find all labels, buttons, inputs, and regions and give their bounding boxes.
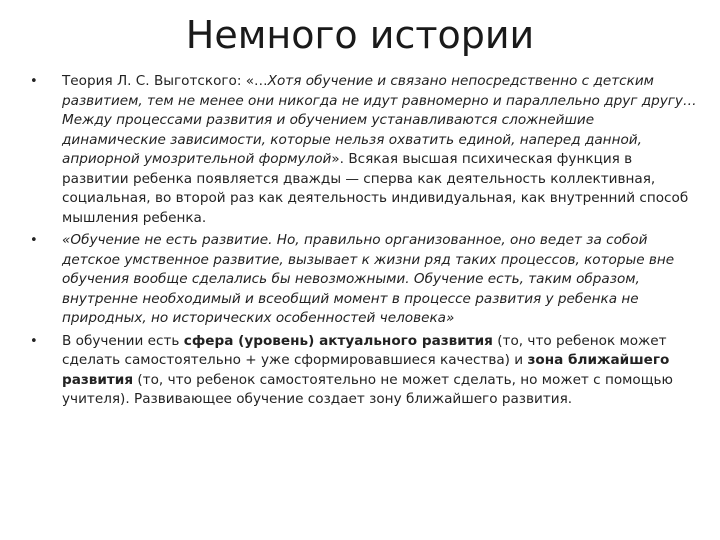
bullet-text	[62, 231, 700, 329]
bullet-text-part-bold: сфера (уровень) актуального развития	[183, 332, 493, 349]
bullet-text-part-bold: зона ближайшего развития	[62, 352, 670, 388]
bullet-text	[62, 72, 700, 228]
bullet-item	[30, 332, 700, 410]
bullet-dot-icon: •	[30, 333, 38, 349]
bullet-text-part: В обучении есть	[62, 332, 184, 349]
bullet-dot-icon: •	[30, 233, 38, 248]
bullet-text-part-italic: Хотя обучение и связано непосредственно с детским развитием, тем не менее они никогда не идут равномерно и параллельно друг другу… Между процессами развития и обучением устанавливаются сложнейшие динамические зависимости, которые нельзя охватить единой, наперед данной, априорной умозрительной формулой	[62, 73, 697, 167]
slide-title: Немного истории	[185, 13, 535, 57]
bullet-text-part: (то, что ребенок самостоятельно не может сделать, но может с помощью учителя). Развивающее обучение создает зону ближайшего развития.	[62, 371, 673, 407]
bullet-text-part: (то, что ребенок может сделать самостоятельно + уже сформировавшиеся качества) и	[62, 332, 667, 368]
bullet-dot-icon: •	[30, 74, 38, 89]
bullet-text	[62, 332, 700, 410]
bullet-item	[30, 231, 700, 329]
bullet-text-part: Теория Л. С. Выготского: «…	[62, 73, 268, 89]
bullet-text-part-italic: «Обучение не есть развитие. Но, правильно организованное, оно ведет за собой детское умственное развитие, вызывает к жизни ряд таких процессов, которые вне обучения вообще сделались бы невозможными. Обучение есть, таким образом, внутренне необходимый и всеобщий момент в процессе развития у ребенка не природных, но исторических особенностей человека»	[62, 232, 675, 326]
bullet-item	[30, 72, 700, 228]
bullet-list	[30, 72, 700, 413]
bullet-text-part: ». Всякая высшая психическая функция в развитии ребенка появляется дважды — сперва как деятельность коллективная, социальная, во второй раз как деятельность индивидуальная, как внутренний способ мышления ребенка.	[62, 151, 689, 226]
